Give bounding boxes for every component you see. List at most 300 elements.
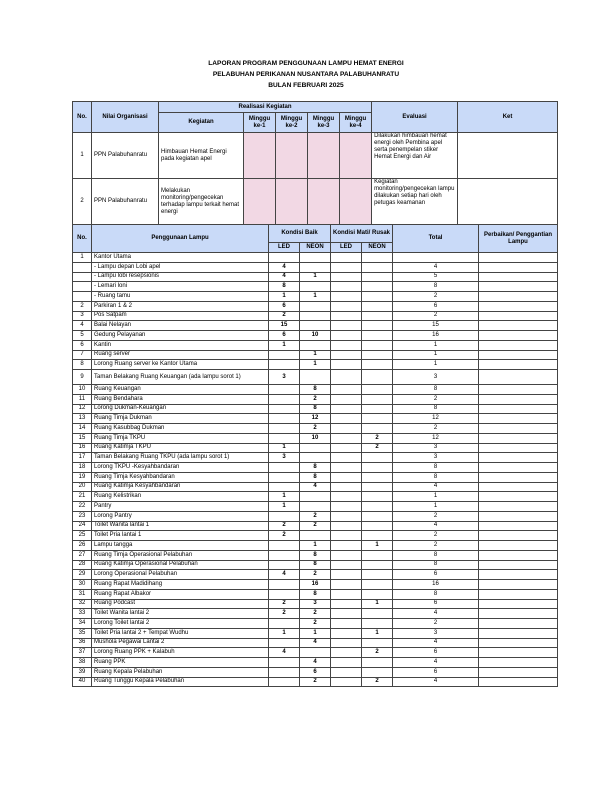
row-location: Lorong Ruang PPK + Kalabuh xyxy=(92,648,269,658)
week-3-cell xyxy=(308,133,340,179)
mati-neon-value xyxy=(362,580,393,590)
row-no: 26 xyxy=(73,541,92,551)
mati-led-value xyxy=(331,360,362,370)
baik-led-value xyxy=(269,424,300,434)
perbaikan-cell xyxy=(479,350,558,360)
table-row xyxy=(73,531,558,541)
table-row xyxy=(73,424,558,434)
baik-neon-value: 1 xyxy=(300,541,331,551)
row-location: - Lampu depan Lobi apel xyxy=(92,262,269,272)
row-kegiatan: Himbauan Hemat Energi pada kegiatan apel xyxy=(159,133,244,179)
row-location: Toilet Pria lantai 2 + Tempat Wudhu xyxy=(92,628,269,638)
baik-led-value: 3 xyxy=(269,453,300,463)
baik-led-value: 2 xyxy=(269,311,300,321)
mati-neon-value xyxy=(362,667,393,677)
total-value: 2 xyxy=(393,541,479,551)
mati-led-value xyxy=(331,292,362,302)
mati-led-value xyxy=(331,589,362,599)
table-row xyxy=(73,502,558,512)
total-value: 8 xyxy=(393,404,479,414)
table-row xyxy=(73,443,558,453)
baik-neon-value: 2 xyxy=(300,570,331,580)
row-no: 22 xyxy=(73,502,92,512)
baik-led-value: 4 xyxy=(269,272,300,282)
header-evaluasi: Evaluasi xyxy=(372,102,458,133)
baik-neon-value: 2 xyxy=(300,424,331,434)
baik-led-value xyxy=(269,619,300,629)
row-no: 21 xyxy=(73,492,92,502)
perbaikan-cell xyxy=(479,272,558,282)
mati-neon-value: 1 xyxy=(362,599,393,609)
mati-led-value xyxy=(331,541,362,551)
baik-led-value: 1 xyxy=(269,502,300,512)
table-row xyxy=(73,394,558,404)
mati-neon-value xyxy=(362,570,393,580)
baik-led-value xyxy=(269,385,300,395)
total-value: 2 xyxy=(393,531,479,541)
row-no: 25 xyxy=(73,531,92,541)
row-location: Ruang Katimja TKPU xyxy=(92,443,269,453)
baik-led-value: 1 xyxy=(269,340,300,350)
row-no: 35 xyxy=(73,628,92,638)
mati-led-value xyxy=(331,424,362,434)
total-value: 16 xyxy=(393,331,479,341)
row-no xyxy=(73,272,92,282)
perbaikan-cell xyxy=(479,609,558,619)
baik-led-value: 15 xyxy=(269,321,300,331)
table-row xyxy=(73,550,558,560)
total-value: 4 xyxy=(393,521,479,531)
perbaikan-cell xyxy=(479,677,558,687)
row-location: Lorong Pantry xyxy=(92,511,269,521)
perbaikan-cell xyxy=(479,453,558,463)
row-no: 23 xyxy=(73,511,92,521)
total-value: 2 xyxy=(393,424,479,434)
row-no: 19 xyxy=(73,472,92,482)
perbaikan-cell xyxy=(479,321,558,331)
row-location: Ruang Podcast xyxy=(92,599,269,609)
row-location: Ruang Tunggu Kepala Pelabuhan xyxy=(92,677,269,687)
total-value: 1 xyxy=(393,350,479,360)
row-kegiatan: Melakukan monitoring/pengecekan terhadap lampu terkait hemat energi xyxy=(159,179,244,225)
total-value: 8 xyxy=(393,385,479,395)
mati-neon-value xyxy=(362,360,393,370)
mati-neon-value xyxy=(362,282,393,292)
total-value: 1 xyxy=(393,340,479,350)
perbaikan-cell xyxy=(479,301,558,311)
mati-neon-value xyxy=(362,350,393,360)
mati-neon-value xyxy=(362,331,393,341)
header-minggu-1: Minggu ke-1 xyxy=(244,113,276,133)
perbaikan-cell xyxy=(479,550,558,560)
mati-led-value xyxy=(331,262,362,272)
row-location: Balai Nelayan xyxy=(92,321,269,331)
total-value: 2 xyxy=(393,394,479,404)
mati-led-value xyxy=(331,394,362,404)
mati-neon-value: 2 xyxy=(362,677,393,687)
baik-neon-value xyxy=(300,321,331,331)
baik-neon-value xyxy=(300,502,331,512)
baik-neon-value: 2 xyxy=(300,394,331,404)
mati-neon-value xyxy=(362,292,393,302)
row-location: Ruang server xyxy=(92,350,269,360)
row-no xyxy=(73,292,92,302)
baik-led-value: 4 xyxy=(269,648,300,658)
mati-neon-value xyxy=(362,453,393,463)
mati-neon-value: 1 xyxy=(362,541,393,551)
mati-neon-value xyxy=(362,589,393,599)
row-location: Ruang Timja Dukman xyxy=(92,414,269,424)
perbaikan-cell xyxy=(479,531,558,541)
mati-led-value xyxy=(331,560,362,570)
baik-neon-value: 3 xyxy=(300,599,331,609)
header-baik-led: LED xyxy=(269,243,300,253)
perbaikan-cell xyxy=(479,262,558,272)
total-value: 3 xyxy=(393,370,479,385)
row-location: Gedung Pelayanan xyxy=(92,331,269,341)
baik-led-value xyxy=(269,482,300,492)
mati-led-value xyxy=(331,599,362,609)
baik-neon-value: 1 xyxy=(300,628,331,638)
mati-led-value xyxy=(331,350,362,360)
total-value: 16 xyxy=(393,580,479,590)
baik-led-value: 2 xyxy=(269,609,300,619)
table-row xyxy=(73,272,558,282)
row-no: 5 xyxy=(73,331,92,341)
mati-led-value xyxy=(331,638,362,648)
row-no: 10 xyxy=(73,385,92,395)
perbaikan-cell xyxy=(479,394,558,404)
row-no: 39 xyxy=(73,667,92,677)
row-location: Lorong TKPU -Kesyahbandaran xyxy=(92,463,269,473)
row-ket xyxy=(458,179,558,225)
table-row xyxy=(73,648,558,658)
table-row xyxy=(73,350,558,360)
row-no: 24 xyxy=(73,521,92,531)
baik-neon-value: 2 xyxy=(300,609,331,619)
row-no: 36 xyxy=(73,638,92,648)
week-2-cell xyxy=(276,179,308,225)
mati-led-value xyxy=(331,443,362,453)
baik-led-value xyxy=(269,394,300,404)
table-row xyxy=(73,609,558,619)
perbaikan-cell xyxy=(479,658,558,668)
mati-led-value xyxy=(331,521,362,531)
perbaikan-cell xyxy=(479,628,558,638)
perbaikan-cell xyxy=(479,599,558,609)
table-row xyxy=(73,360,558,370)
mati-led-value xyxy=(331,667,362,677)
row-no: 6 xyxy=(73,340,92,350)
baik-led-value xyxy=(269,463,300,473)
title-line-2: PELABUHAN PERIKANAN NUSANTARA PALABUHANRATU xyxy=(212,71,400,78)
title-line-3: BULAN FEBRUARI 2025 xyxy=(268,82,344,89)
row-no: 20 xyxy=(73,482,92,492)
mati-neon-value xyxy=(362,511,393,521)
mati-neon-value: 1 xyxy=(362,628,393,638)
row-location: Toilet Wanita lantai 1 xyxy=(92,521,269,531)
total-value: 1 xyxy=(393,502,479,512)
perbaikan-cell xyxy=(479,463,558,473)
baik-neon-value: 1 xyxy=(300,350,331,360)
mati-led-value xyxy=(331,482,362,492)
row-no: 17 xyxy=(73,453,92,463)
baik-neon-value xyxy=(300,443,331,453)
header-minggu-4: Minggu ke-4 xyxy=(340,113,372,133)
perbaikan-cell xyxy=(479,404,558,414)
table-row xyxy=(73,453,558,463)
perbaikan-cell xyxy=(479,424,558,434)
table-row xyxy=(73,658,558,668)
row-location: Ruang Kelistrikan xyxy=(92,492,269,502)
perbaikan-cell xyxy=(479,360,558,370)
baik-led-value xyxy=(269,350,300,360)
table-row xyxy=(73,482,558,492)
table-row xyxy=(73,385,558,395)
row-location: - Lemari loni xyxy=(92,282,269,292)
header-perbaikan: Perbaikan/ Penggantian Lampu xyxy=(479,225,558,253)
row-no: 27 xyxy=(73,550,92,560)
total-value: 6 xyxy=(393,570,479,580)
baik-led-value: 2 xyxy=(269,599,300,609)
row-location: Lorong Dukman-Keuangan xyxy=(92,404,269,414)
baik-led-value: 1 xyxy=(269,628,300,638)
mati-led-value xyxy=(331,385,362,395)
table-row xyxy=(73,541,558,551)
activity-table xyxy=(72,101,558,225)
week-3-cell xyxy=(308,179,340,225)
total-value: 15 xyxy=(393,321,479,331)
table-row xyxy=(73,580,558,590)
perbaikan-cell xyxy=(479,541,558,551)
report-title xyxy=(0,58,612,91)
total-value: 8 xyxy=(393,550,479,560)
table-row xyxy=(73,414,558,424)
mati-led-value xyxy=(331,658,362,668)
perbaikan-cell xyxy=(479,580,558,590)
baik-neon-value xyxy=(300,282,331,292)
row-nilai: PPN Palabuhanratu xyxy=(92,133,159,179)
table-row xyxy=(73,521,558,531)
row-no: 34 xyxy=(73,619,92,629)
mati-neon-value xyxy=(362,340,393,350)
mati-neon-value xyxy=(362,301,393,311)
baik-led-value xyxy=(269,638,300,648)
total-value: 12 xyxy=(393,433,479,443)
baik-neon-value: 2 xyxy=(300,677,331,687)
total-value: 12 xyxy=(393,414,479,424)
row-location: Ruang Kasubbag Dukman xyxy=(92,424,269,434)
header-no: No. xyxy=(73,225,92,253)
mati-led-value xyxy=(331,272,362,282)
table-row xyxy=(73,262,558,272)
perbaikan-cell xyxy=(479,638,558,648)
mati-led-value xyxy=(331,321,362,331)
week-1-cell xyxy=(244,133,276,179)
perbaikan-cell xyxy=(479,619,558,629)
week-1-cell xyxy=(244,179,276,225)
baik-neon-value xyxy=(300,311,331,321)
baik-neon-value xyxy=(300,370,331,385)
baik-neon-value: 10 xyxy=(300,433,331,443)
perbaikan-cell xyxy=(479,667,558,677)
row-location: - Lampu lobi resepsionis xyxy=(92,272,269,282)
baik-neon-value xyxy=(300,262,331,272)
total-value: 5 xyxy=(393,272,479,282)
baik-neon-value: 8 xyxy=(300,404,331,414)
baik-neon-value: 8 xyxy=(300,472,331,482)
table-row xyxy=(73,492,558,502)
baik-led-value xyxy=(269,667,300,677)
baik-neon-value: 12 xyxy=(300,414,331,424)
row-no: 13 xyxy=(73,414,92,424)
mati-led-value xyxy=(331,628,362,638)
mati-led-value xyxy=(331,550,362,560)
baik-neon-value: 8 xyxy=(300,463,331,473)
perbaikan-cell xyxy=(479,311,558,321)
mati-neon-value xyxy=(362,385,393,395)
mati-led-value xyxy=(331,677,362,687)
row-ket xyxy=(458,133,558,179)
table-row xyxy=(73,404,558,414)
table-row xyxy=(73,282,558,292)
perbaikan-cell xyxy=(479,443,558,453)
total-value: 3 xyxy=(393,628,479,638)
baik-led-value xyxy=(269,253,300,263)
perbaikan-cell xyxy=(479,589,558,599)
total-value: 8 xyxy=(393,472,479,482)
row-location: Ruang Rapat Albakor xyxy=(92,589,269,599)
mati-neon-value xyxy=(362,521,393,531)
perbaikan-cell xyxy=(479,253,558,263)
row-location: Lorong Toilet lantai 2 xyxy=(92,619,269,629)
total-value: 4 xyxy=(393,638,479,648)
row-location: Ruang Keuangan xyxy=(92,385,269,395)
baik-neon-value xyxy=(300,453,331,463)
row-no: 12 xyxy=(73,404,92,414)
total-value: 4 xyxy=(393,262,479,272)
total-value: 4 xyxy=(393,677,479,687)
row-no xyxy=(73,282,92,292)
header-baik-neon: NEON xyxy=(300,243,331,253)
perbaikan-cell xyxy=(479,482,558,492)
mati-led-value xyxy=(331,282,362,292)
total-value: 2 xyxy=(393,311,479,321)
baik-neon-value: 16 xyxy=(300,580,331,590)
mati-neon-value xyxy=(362,394,393,404)
mati-neon-value xyxy=(362,321,393,331)
perbaikan-cell xyxy=(479,502,558,512)
table-row xyxy=(73,311,558,321)
mati-neon-value xyxy=(362,502,393,512)
baik-neon-value: 8 xyxy=(300,550,331,560)
baik-neon-value: 1 xyxy=(300,272,331,282)
baik-led-value: 6 xyxy=(269,331,300,341)
perbaikan-cell xyxy=(479,472,558,482)
baik-neon-value xyxy=(300,340,331,350)
mati-led-value xyxy=(331,331,362,341)
baik-neon-value: 4 xyxy=(300,658,331,668)
week-4-cell xyxy=(340,179,372,225)
table-row xyxy=(73,677,558,687)
row-no xyxy=(73,262,92,272)
row-no: 4 xyxy=(73,321,92,331)
row-no: 28 xyxy=(73,560,92,570)
row-location: Lorong Operasional Pelabuhan xyxy=(92,570,269,580)
row-location: Pos Satpam xyxy=(92,311,269,321)
baik-neon-value: 8 xyxy=(300,589,331,599)
row-location: Mushola Pegawai Lantai 2 xyxy=(92,638,269,648)
perbaikan-cell xyxy=(479,340,558,350)
row-no: 37 xyxy=(73,648,92,658)
table-row xyxy=(73,560,558,570)
mati-neon-value xyxy=(362,482,393,492)
mati-neon-value xyxy=(362,262,393,272)
mati-neon-value xyxy=(362,253,393,263)
mati-neon-value xyxy=(362,560,393,570)
row-location: - Ruang tamu xyxy=(92,292,269,302)
perbaikan-cell xyxy=(479,292,558,302)
baik-led-value xyxy=(269,677,300,687)
row-no: 1 xyxy=(73,253,92,263)
baik-neon-value: 6 xyxy=(300,667,331,677)
row-location: Taman Belakang Ruang Keuangan (ada lampu sorot 1) xyxy=(92,370,269,385)
row-location: Ruang Katimja Operasional Pelabuhan xyxy=(92,560,269,570)
total-value: 8 xyxy=(393,463,479,473)
mati-led-value xyxy=(331,580,362,590)
perbaikan-cell xyxy=(479,560,558,570)
row-no: 9 xyxy=(73,370,92,385)
baik-led-value xyxy=(269,658,300,668)
mati-neon-value xyxy=(362,370,393,385)
mati-neon-value xyxy=(362,463,393,473)
title-line-1: LAPORAN PROGRAM PENGGUNAAN LAMPU HEMAT ENERGI xyxy=(208,60,404,67)
mati-led-value xyxy=(331,511,362,521)
baik-led-value: 3 xyxy=(269,370,300,385)
total-value: 6 xyxy=(393,301,479,311)
mati-led-value xyxy=(331,433,362,443)
mati-led-value xyxy=(331,253,362,263)
header-kegiatan: Kegiatan xyxy=(159,113,244,133)
baik-neon-value xyxy=(300,648,331,658)
mati-led-value xyxy=(331,453,362,463)
total-value: 2 xyxy=(393,511,479,521)
mati-led-value xyxy=(331,404,362,414)
week-2-cell xyxy=(276,133,308,179)
row-no: 38 xyxy=(73,658,92,668)
row-location: Ruang Katimja Kesyahbandaran xyxy=(92,482,269,492)
row-no: 29 xyxy=(73,570,92,580)
table-row xyxy=(73,340,558,350)
mati-neon-value: 2 xyxy=(362,433,393,443)
row-location: Lampu tangga xyxy=(92,541,269,551)
header-kondisi-mati: Kondisi Mati/ Rusak xyxy=(331,225,393,243)
baik-led-value xyxy=(269,414,300,424)
total-value: 6 xyxy=(393,648,479,658)
perbaikan-cell xyxy=(479,331,558,341)
table-row xyxy=(73,133,558,179)
row-location: Parkiran 1 & 2 xyxy=(92,301,269,311)
mati-led-value xyxy=(331,619,362,629)
lamp-usage-table xyxy=(72,224,558,687)
header-no: No. xyxy=(73,102,92,133)
total-value: 3 xyxy=(393,443,479,453)
mati-led-value xyxy=(331,472,362,482)
total-value: 4 xyxy=(393,482,479,492)
total-value: 1 xyxy=(393,360,479,370)
total-value: 8 xyxy=(393,589,479,599)
row-no: 31 xyxy=(73,589,92,599)
